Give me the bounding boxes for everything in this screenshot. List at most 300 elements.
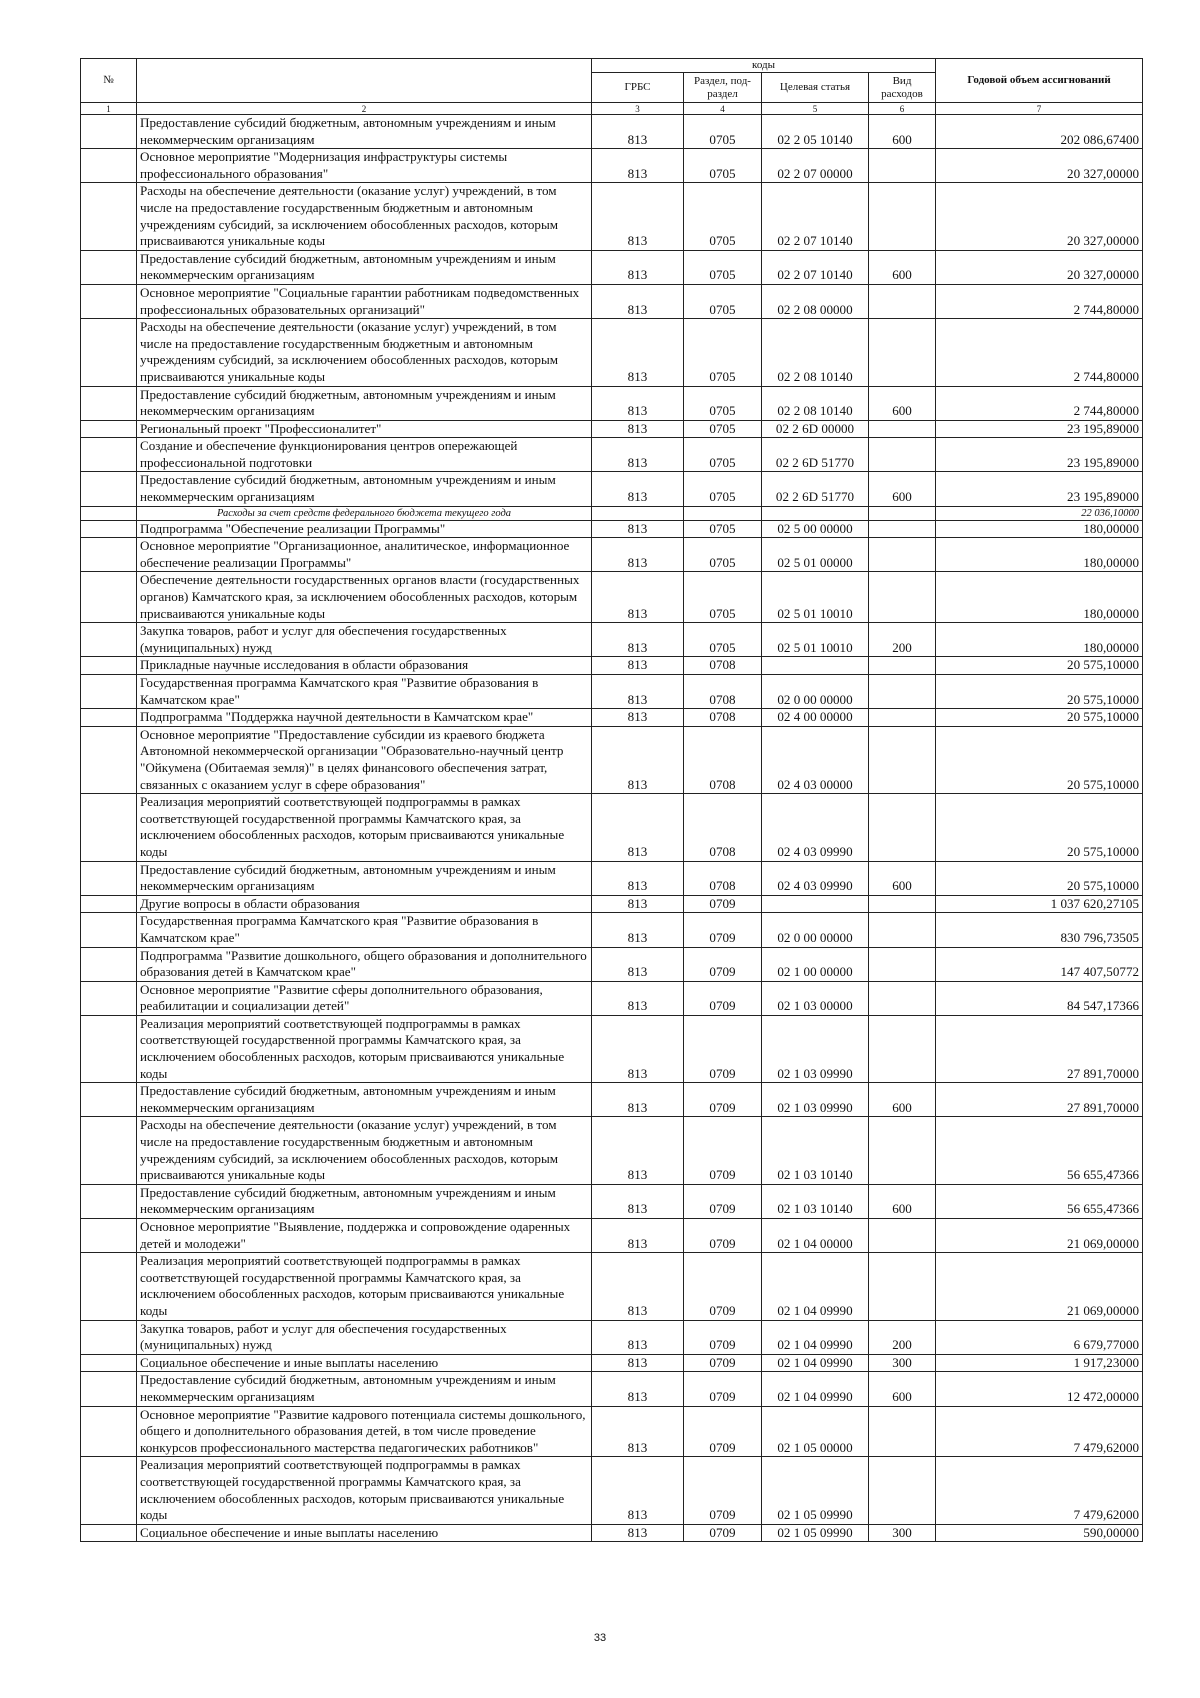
grbs-code: 813: [592, 1406, 684, 1457]
section-code: 0705: [684, 183, 762, 250]
expense-item-name: Основное мероприятие "Развитие кадрового потенциала системы дошкольного, общего и дополнительного образования детей, в том числе проведение конкурсов профессионального мастерства педагогических работников": [137, 1406, 592, 1457]
annual-amount: 20 575,10000: [936, 726, 1143, 793]
expense-type-code: [869, 149, 936, 183]
expense-type-code: [869, 183, 936, 250]
expense-item-name: Закупка товаров, работ и услуг для обеспечения государственных (муниципальных) нужд: [137, 1320, 592, 1354]
expense-type-code: [869, 506, 936, 520]
section-code: 0709: [684, 1117, 762, 1184]
grbs-code: 813: [592, 675, 684, 709]
table-row: [81, 1015, 1143, 1082]
expense-type-code: 600: [869, 386, 936, 420]
annual-amount: 180,00000: [936, 623, 1143, 657]
grbs-code: [592, 506, 684, 520]
expense-item-name: Расходы на обеспечение деятельности (оказание услуг) учреждений, в том числе на предоставление государственным бюджетным и автономным учреждениям субсидий, за исключением обособленных расходов, которым присваиваются уникальные коды: [137, 183, 592, 250]
table-row: [81, 1117, 1143, 1184]
row-number-cell: [81, 149, 137, 183]
row-number-cell: [81, 1406, 137, 1457]
grbs-code: 813: [592, 472, 684, 506]
grbs-header: ГРБС: [592, 73, 684, 103]
section-code: 0705: [684, 572, 762, 623]
annual-amount: 2 744,80000: [936, 386, 1143, 420]
annual-amount: 20 575,10000: [936, 657, 1143, 675]
budget-allocation-table: [80, 58, 1143, 1542]
section-code: 0708: [684, 675, 762, 709]
column-number: 6: [869, 103, 936, 115]
section-code: 0705: [684, 438, 762, 472]
row-number-cell: [81, 520, 137, 538]
grbs-code: 813: [592, 438, 684, 472]
annual-volume-header: Годовой объем ассигнований: [936, 59, 1143, 103]
section-code: 0709: [684, 1406, 762, 1457]
expense-type-code: [869, 572, 936, 623]
annual-amount: 6 679,77000: [936, 1320, 1143, 1354]
table-row: [81, 913, 1143, 947]
column-number: 1: [81, 103, 137, 115]
expense-item-name: Предоставление субсидий бюджетным, автономным учреждениям и иным некоммерческим организациям: [137, 861, 592, 895]
row-number-cell: [81, 1372, 137, 1406]
target-article-code: 02 1 04 09990: [762, 1354, 869, 1372]
section-code: 0705: [684, 284, 762, 318]
annual-amount: 21 069,00000: [936, 1219, 1143, 1253]
expense-type-code: [869, 913, 936, 947]
annual-amount: 20 327,00000: [936, 149, 1143, 183]
row-number-cell: [81, 1253, 137, 1320]
annual-amount: 84 547,17366: [936, 981, 1143, 1015]
expense-type-code: [869, 1253, 936, 1320]
row-number-cell: [81, 913, 137, 947]
expense-type-code: [869, 284, 936, 318]
grbs-code: 813: [592, 520, 684, 538]
section-code: 0709: [684, 1457, 762, 1524]
table-row: [81, 438, 1143, 472]
table-row: [81, 319, 1143, 386]
expense-type-code: [869, 438, 936, 472]
row-number-cell: [81, 623, 137, 657]
grbs-code: 813: [592, 1457, 684, 1524]
annual-amount: 180,00000: [936, 538, 1143, 572]
target-article-code: 02 2 08 10140: [762, 319, 869, 386]
section-header: Раздел, под-раздел: [684, 73, 762, 103]
annual-amount: 1 917,23000: [936, 1354, 1143, 1372]
target-article-code: 02 1 03 09990: [762, 1083, 869, 1117]
table-row: [81, 1354, 1143, 1372]
target-article-code: 02 4 03 09990: [762, 861, 869, 895]
grbs-code: 813: [592, 1219, 684, 1253]
expense-type-code: 200: [869, 1320, 936, 1354]
target-article-code: 02 2 6D 00000: [762, 420, 869, 438]
page-number: 33: [593, 1632, 607, 1644]
table-header: [81, 59, 1143, 115]
row-number-cell: [81, 861, 137, 895]
expense-type-code: 600: [869, 472, 936, 506]
grbs-code: 813: [592, 1253, 684, 1320]
target-article-code: [762, 506, 869, 520]
annual-amount: 23 195,89000: [936, 472, 1143, 506]
grbs-code: 813: [592, 1354, 684, 1372]
target-article-code: 02 4 00 00000: [762, 709, 869, 727]
expense-type-code: 600: [869, 1372, 936, 1406]
expense-item-name: Подпрограмма "Развитие дошкольного, общего образования и дополнительного образования детей в Камчатском крае": [137, 947, 592, 981]
table-row: [81, 1457, 1143, 1524]
expense-item-name: Предоставление субсидий бюджетным, автономным учреждениям и иным некоммерческим организациям: [137, 1184, 592, 1218]
expense-type-code: [869, 1219, 936, 1253]
target-article-code: 02 1 00 00000: [762, 947, 869, 981]
expense-item-name: Реализация мероприятий соответствующей подпрограммы в рамках соответствующей государственной программы Камчатского края, за исключением обособленных расходов, которым присваиваются уникальные коды: [137, 794, 592, 861]
table-row: [81, 1524, 1143, 1542]
expense-item-name: Основное мероприятие "Организационное, аналитическое, информационное обеспечение реализации Программы": [137, 538, 592, 572]
grbs-code: 813: [592, 1083, 684, 1117]
expense-item-name: Другие вопросы в области образования: [137, 895, 592, 913]
expense-type-code: [869, 538, 936, 572]
target-article-code: 02 2 07 10140: [762, 183, 869, 250]
expense-type-code: [869, 947, 936, 981]
section-code: 0705: [684, 319, 762, 386]
expense-item-name: Обеспечение деятельности государственных органов власти (государственных органов) Камчатского края, за исключением обособленных расходов, которым присваиваются уникальные коды: [137, 572, 592, 623]
target-article-code: 02 2 6D 51770: [762, 472, 869, 506]
row-number-cell: [81, 472, 137, 506]
target-article-code: 02 2 07 00000: [762, 149, 869, 183]
expense-item-name: Предоставление субсидий бюджетным, автономным учреждениям и иным некоммерческим организациям: [137, 472, 592, 506]
annual-amount: 7 479,62000: [936, 1457, 1143, 1524]
expense-item-name: Государственная программа Камчатского края "Развитие образования в Камчатском крае": [137, 675, 592, 709]
table-row: [81, 520, 1143, 538]
grbs-code: 813: [592, 319, 684, 386]
column-number: 3: [592, 103, 684, 115]
table-row: [81, 149, 1143, 183]
table-row: [81, 947, 1143, 981]
target-article-code: 02 2 07 10140: [762, 250, 869, 284]
row-number-cell: [81, 438, 137, 472]
annual-amount: 2 744,80000: [936, 284, 1143, 318]
section-code: 0705: [684, 520, 762, 538]
row-number-cell: [81, 1524, 137, 1542]
section-code: 0708: [684, 726, 762, 793]
target-article-code: 02 1 04 09990: [762, 1372, 869, 1406]
section-code: 0705: [684, 115, 762, 149]
expense-item-name: Предоставление субсидий бюджетным, автономным учреждениям и иным некоммерческим организациям: [137, 115, 592, 149]
expense-item-name: Закупка товаров, работ и услуг для обеспечения государственных (муниципальных) нужд: [137, 623, 592, 657]
grbs-code: 813: [592, 1117, 684, 1184]
grbs-code: 813: [592, 1015, 684, 1082]
target-article-code: 02 1 03 09990: [762, 1015, 869, 1082]
expense-type-code: 200: [869, 623, 936, 657]
section-code: 0709: [684, 895, 762, 913]
expense-item-name: Подпрограмма "Обеспечение реализации Программы": [137, 520, 592, 538]
grbs-code: 813: [592, 709, 684, 727]
expense-item-name: Предоставление субсидий бюджетным, автономным учреждениям и иным некоммерческим организациям: [137, 1372, 592, 1406]
section-code: 0709: [684, 1184, 762, 1218]
annual-amount: 20 575,10000: [936, 794, 1143, 861]
row-number-cell: [81, 572, 137, 623]
expense-item-name: Региональный проект "Профессионалитет": [137, 420, 592, 438]
table-row: [81, 183, 1143, 250]
annual-amount: 180,00000: [936, 520, 1143, 538]
table-row: [81, 861, 1143, 895]
grbs-code: 813: [592, 657, 684, 675]
annual-amount: 22 036,10000: [936, 506, 1143, 520]
target-article-code: 02 1 03 10140: [762, 1117, 869, 1184]
target-article-code: 02 0 00 00000: [762, 675, 869, 709]
row-number-cell: [81, 420, 137, 438]
expense-type-code: [869, 520, 936, 538]
row-number-cell: [81, 1354, 137, 1372]
grbs-code: 813: [592, 1372, 684, 1406]
target-article-code: 02 4 03 09990: [762, 794, 869, 861]
row-number-cell: [81, 183, 137, 250]
section-code: 0705: [684, 250, 762, 284]
row-number-cell: [81, 1219, 137, 1253]
row-number-cell: [81, 1320, 137, 1354]
annual-amount: 147 407,50772: [936, 947, 1143, 981]
annual-amount: 20 327,00000: [936, 183, 1143, 250]
grbs-code: 813: [592, 183, 684, 250]
target-article-code: 02 5 01 10010: [762, 623, 869, 657]
target-article-code: 02 1 04 00000: [762, 1219, 869, 1253]
target-article-code: 02 1 05 09990: [762, 1524, 869, 1542]
expense-item-name: Государственная программа Камчатского края "Развитие образования в Камчатском крае": [137, 913, 592, 947]
row-number-cell: [81, 794, 137, 861]
grbs-code: 813: [592, 1184, 684, 1218]
annual-amount: 23 195,89000: [936, 420, 1143, 438]
row-number-cell: [81, 895, 137, 913]
grbs-code: 813: [592, 861, 684, 895]
table-row: [81, 623, 1143, 657]
row-number-cell: [81, 250, 137, 284]
table-row: [81, 726, 1143, 793]
section-code: 0708: [684, 657, 762, 675]
annual-amount: 7 479,62000: [936, 1406, 1143, 1457]
expense-item-name: Основное мероприятие "Развитие сферы дополнительного образования, реабилитации и социализации детей": [137, 981, 592, 1015]
row-number-cell: [81, 709, 137, 727]
target-article-code: 02 1 03 00000: [762, 981, 869, 1015]
annual-amount: 20 575,10000: [936, 675, 1143, 709]
annual-amount: 27 891,70000: [936, 1083, 1143, 1117]
table-row: [81, 1320, 1143, 1354]
annual-amount: 2 744,80000: [936, 319, 1143, 386]
expense-type-code: 600: [869, 861, 936, 895]
table-row: [81, 675, 1143, 709]
annual-amount: 20 575,10000: [936, 861, 1143, 895]
expense-item-name: Основное мероприятие "Выявление, поддержка и сопровождение одаренных детей и молодежи": [137, 1219, 592, 1253]
target-article-header: Целевая статья: [762, 73, 869, 103]
expense-item-name: Реализация мероприятий соответствующей подпрограммы в рамках соответствующей государственной программы Камчатского края, за исключением обособленных расходов, которым присваиваются уникальные коды: [137, 1253, 592, 1320]
row-number-cell: [81, 657, 137, 675]
target-article-code: 02 2 05 10140: [762, 115, 869, 149]
expense-item-name: Расходы за счет средств федерального бюджета текущего года: [137, 506, 592, 520]
annual-amount: 12 472,00000: [936, 1372, 1143, 1406]
table-row: [81, 1372, 1143, 1406]
section-code: 0705: [684, 472, 762, 506]
expense-type-code: 600: [869, 1083, 936, 1117]
expense-item-name: Реализация мероприятий соответствующей подпрограммы в рамках соответствующей государственной программы Камчатского края, за исключением обособленных расходов, которым присваиваются уникальные коды: [137, 1015, 592, 1082]
table-row: [81, 472, 1143, 506]
number-column-header: №: [81, 59, 137, 103]
expense-type-code: [869, 657, 936, 675]
grbs-code: 813: [592, 913, 684, 947]
target-article-code: 02 1 04 09990: [762, 1253, 869, 1320]
expense-type-code: [869, 675, 936, 709]
grbs-code: 813: [592, 386, 684, 420]
annual-amount: 21 069,00000: [936, 1253, 1143, 1320]
expense-item-name: Предоставление субсидий бюджетным, автономным учреждениям и иным некоммерческим организациям: [137, 1083, 592, 1117]
expense-type-code: 600: [869, 1184, 936, 1218]
expense-item-name: Предоставление субсидий бюджетным, автономным учреждениям и иным некоммерческим организациям: [137, 386, 592, 420]
table-row: [81, 794, 1143, 861]
target-article-code: 02 5 00 00000: [762, 520, 869, 538]
expense-item-name: Социальное обеспечение и иные выплаты населению: [137, 1524, 592, 1542]
grbs-code: 813: [592, 947, 684, 981]
section-code: 0709: [684, 1083, 762, 1117]
target-article-code: 02 1 05 00000: [762, 1406, 869, 1457]
table-row: [81, 386, 1143, 420]
target-article-code: 02 2 6D 51770: [762, 438, 869, 472]
expense-type-code: [869, 420, 936, 438]
annual-amount: 23 195,89000: [936, 438, 1143, 472]
table-row: [81, 1083, 1143, 1117]
table-row: [81, 709, 1143, 727]
row-number-cell: [81, 538, 137, 572]
column-number: 5: [762, 103, 869, 115]
table-row: [81, 538, 1143, 572]
expense-type-code: 600: [869, 115, 936, 149]
row-number-cell: [81, 1457, 137, 1524]
target-article-code: 02 2 08 00000: [762, 284, 869, 318]
row-number-cell: [81, 386, 137, 420]
expense-type-code: [869, 1457, 936, 1524]
target-article-code: [762, 895, 869, 913]
target-article-code: 02 2 08 10140: [762, 386, 869, 420]
annual-amount: 590,00000: [936, 1524, 1143, 1542]
row-number-cell: [81, 726, 137, 793]
target-article-code: 02 1 03 10140: [762, 1184, 869, 1218]
expense-item-name: Основное мероприятие "Социальные гарантии работникам подведомственных профессиональных образовательных организаций": [137, 284, 592, 318]
column-number: 2: [137, 103, 592, 115]
annual-amount: 27 891,70000: [936, 1015, 1143, 1082]
row-number-cell: [81, 947, 137, 981]
grbs-code: 813: [592, 895, 684, 913]
section-code: 0709: [684, 913, 762, 947]
grbs-code: 813: [592, 572, 684, 623]
row-number-cell: [81, 1015, 137, 1082]
expense-item-name: Расходы на обеспечение деятельности (оказание услуг) учреждений, в том числе на предоставление государственным бюджетным и автономным учреждениям субсидий, за исключением обособленных расходов, которым присваиваются уникальные коды: [137, 319, 592, 386]
target-article-code: 02 5 01 10010: [762, 572, 869, 623]
annual-amount: 20 327,00000: [936, 250, 1143, 284]
row-number-cell: [81, 981, 137, 1015]
expense-type-code: 300: [869, 1524, 936, 1542]
row-number-cell: [81, 115, 137, 149]
section-code: 0705: [684, 386, 762, 420]
target-article-code: 02 5 01 00000: [762, 538, 869, 572]
section-code: 0705: [684, 420, 762, 438]
grbs-code: 813: [592, 1524, 684, 1542]
annual-amount: 202 086,67400: [936, 115, 1143, 149]
section-code: 0709: [684, 1253, 762, 1320]
expense-item-name: Подпрограмма "Поддержка научной деятельности в Камчатском крае": [137, 709, 592, 727]
table-row: [81, 284, 1143, 318]
row-number-cell: [81, 675, 137, 709]
section-code: 0709: [684, 947, 762, 981]
table-row: [81, 115, 1143, 149]
row-number-cell: [81, 1184, 137, 1218]
column-number-row: [81, 103, 1143, 115]
annual-amount: 20 575,10000: [936, 709, 1143, 727]
section-code: [684, 506, 762, 520]
expense-type-code: [869, 319, 936, 386]
grbs-code: 813: [592, 981, 684, 1015]
expense-type-code: [869, 981, 936, 1015]
section-code: 0709: [684, 981, 762, 1015]
target-article-code: 02 4 03 00000: [762, 726, 869, 793]
expense-item-name: Основное мероприятие "Модернизация инфраструктуры системы профессионального образования": [137, 149, 592, 183]
section-code: 0705: [684, 149, 762, 183]
grbs-code: 813: [592, 794, 684, 861]
section-code: 0709: [684, 1320, 762, 1354]
row-number-cell: [81, 506, 137, 520]
expense-type-code: [869, 709, 936, 727]
table-row: [81, 420, 1143, 438]
table-row: [81, 506, 1143, 520]
grbs-code: 813: [592, 623, 684, 657]
table-row: [81, 250, 1143, 284]
target-article-code: 02 1 04 09990: [762, 1320, 869, 1354]
expense-item-name: Социальное обеспечение и иные выплаты населению: [137, 1354, 592, 1372]
section-code: 0709: [684, 1219, 762, 1253]
annual-amount: 56 655,47366: [936, 1117, 1143, 1184]
section-code: 0705: [684, 623, 762, 657]
section-code: 0709: [684, 1354, 762, 1372]
grbs-code: 813: [592, 115, 684, 149]
expense-type-code: [869, 794, 936, 861]
column-number: 4: [684, 103, 762, 115]
grbs-code: 813: [592, 250, 684, 284]
section-code: 0709: [684, 1524, 762, 1542]
expense-type-code: [869, 895, 936, 913]
expense-type-code: [869, 1406, 936, 1457]
grbs-code: 813: [592, 149, 684, 183]
table-row: [81, 1406, 1143, 1457]
section-code: 0709: [684, 1015, 762, 1082]
table-row: [81, 657, 1143, 675]
annual-amount: 1 037 620,27105: [936, 895, 1143, 913]
expense-item-name: Расходы на обеспечение деятельности (оказание услуг) учреждений, в том числе на предоставление государственным бюджетным и автономным учреждениям субсидий, за исключением обособленных расходов, которым присваиваются уникальные коды: [137, 1117, 592, 1184]
expense-item-name: Создание и обеспечение функционирования центров опережающей профессиональной подготовки: [137, 438, 592, 472]
target-article-code: [762, 657, 869, 675]
column-number: 7: [936, 103, 1143, 115]
grbs-code: 813: [592, 1320, 684, 1354]
table-row: [81, 1184, 1143, 1218]
grbs-code: 813: [592, 726, 684, 793]
expense-type-code: [869, 1015, 936, 1082]
target-article-code: 02 1 05 09990: [762, 1457, 869, 1524]
annual-amount: 830 796,73505: [936, 913, 1143, 947]
expense-item-name: Предоставление субсидий бюджетным, автономным учреждениям и иным некоммерческим организациям: [137, 250, 592, 284]
target-article-code: 02 0 00 00000: [762, 913, 869, 947]
section-code: 0708: [684, 861, 762, 895]
section-code: 0708: [684, 709, 762, 727]
table-body: [81, 115, 1143, 1542]
section-code: 0705: [684, 538, 762, 572]
grbs-code: 813: [592, 420, 684, 438]
expense-item-name: Прикладные научные исследования в области образования: [137, 657, 592, 675]
row-number-cell: [81, 319, 137, 386]
expense-type-header: Вид расходов: [869, 73, 936, 103]
table-row: [81, 1219, 1143, 1253]
annual-amount: 56 655,47366: [936, 1184, 1143, 1218]
grbs-code: 813: [592, 538, 684, 572]
expense-type-code: [869, 1117, 936, 1184]
row-number-cell: [81, 284, 137, 318]
section-code: 0709: [684, 1372, 762, 1406]
